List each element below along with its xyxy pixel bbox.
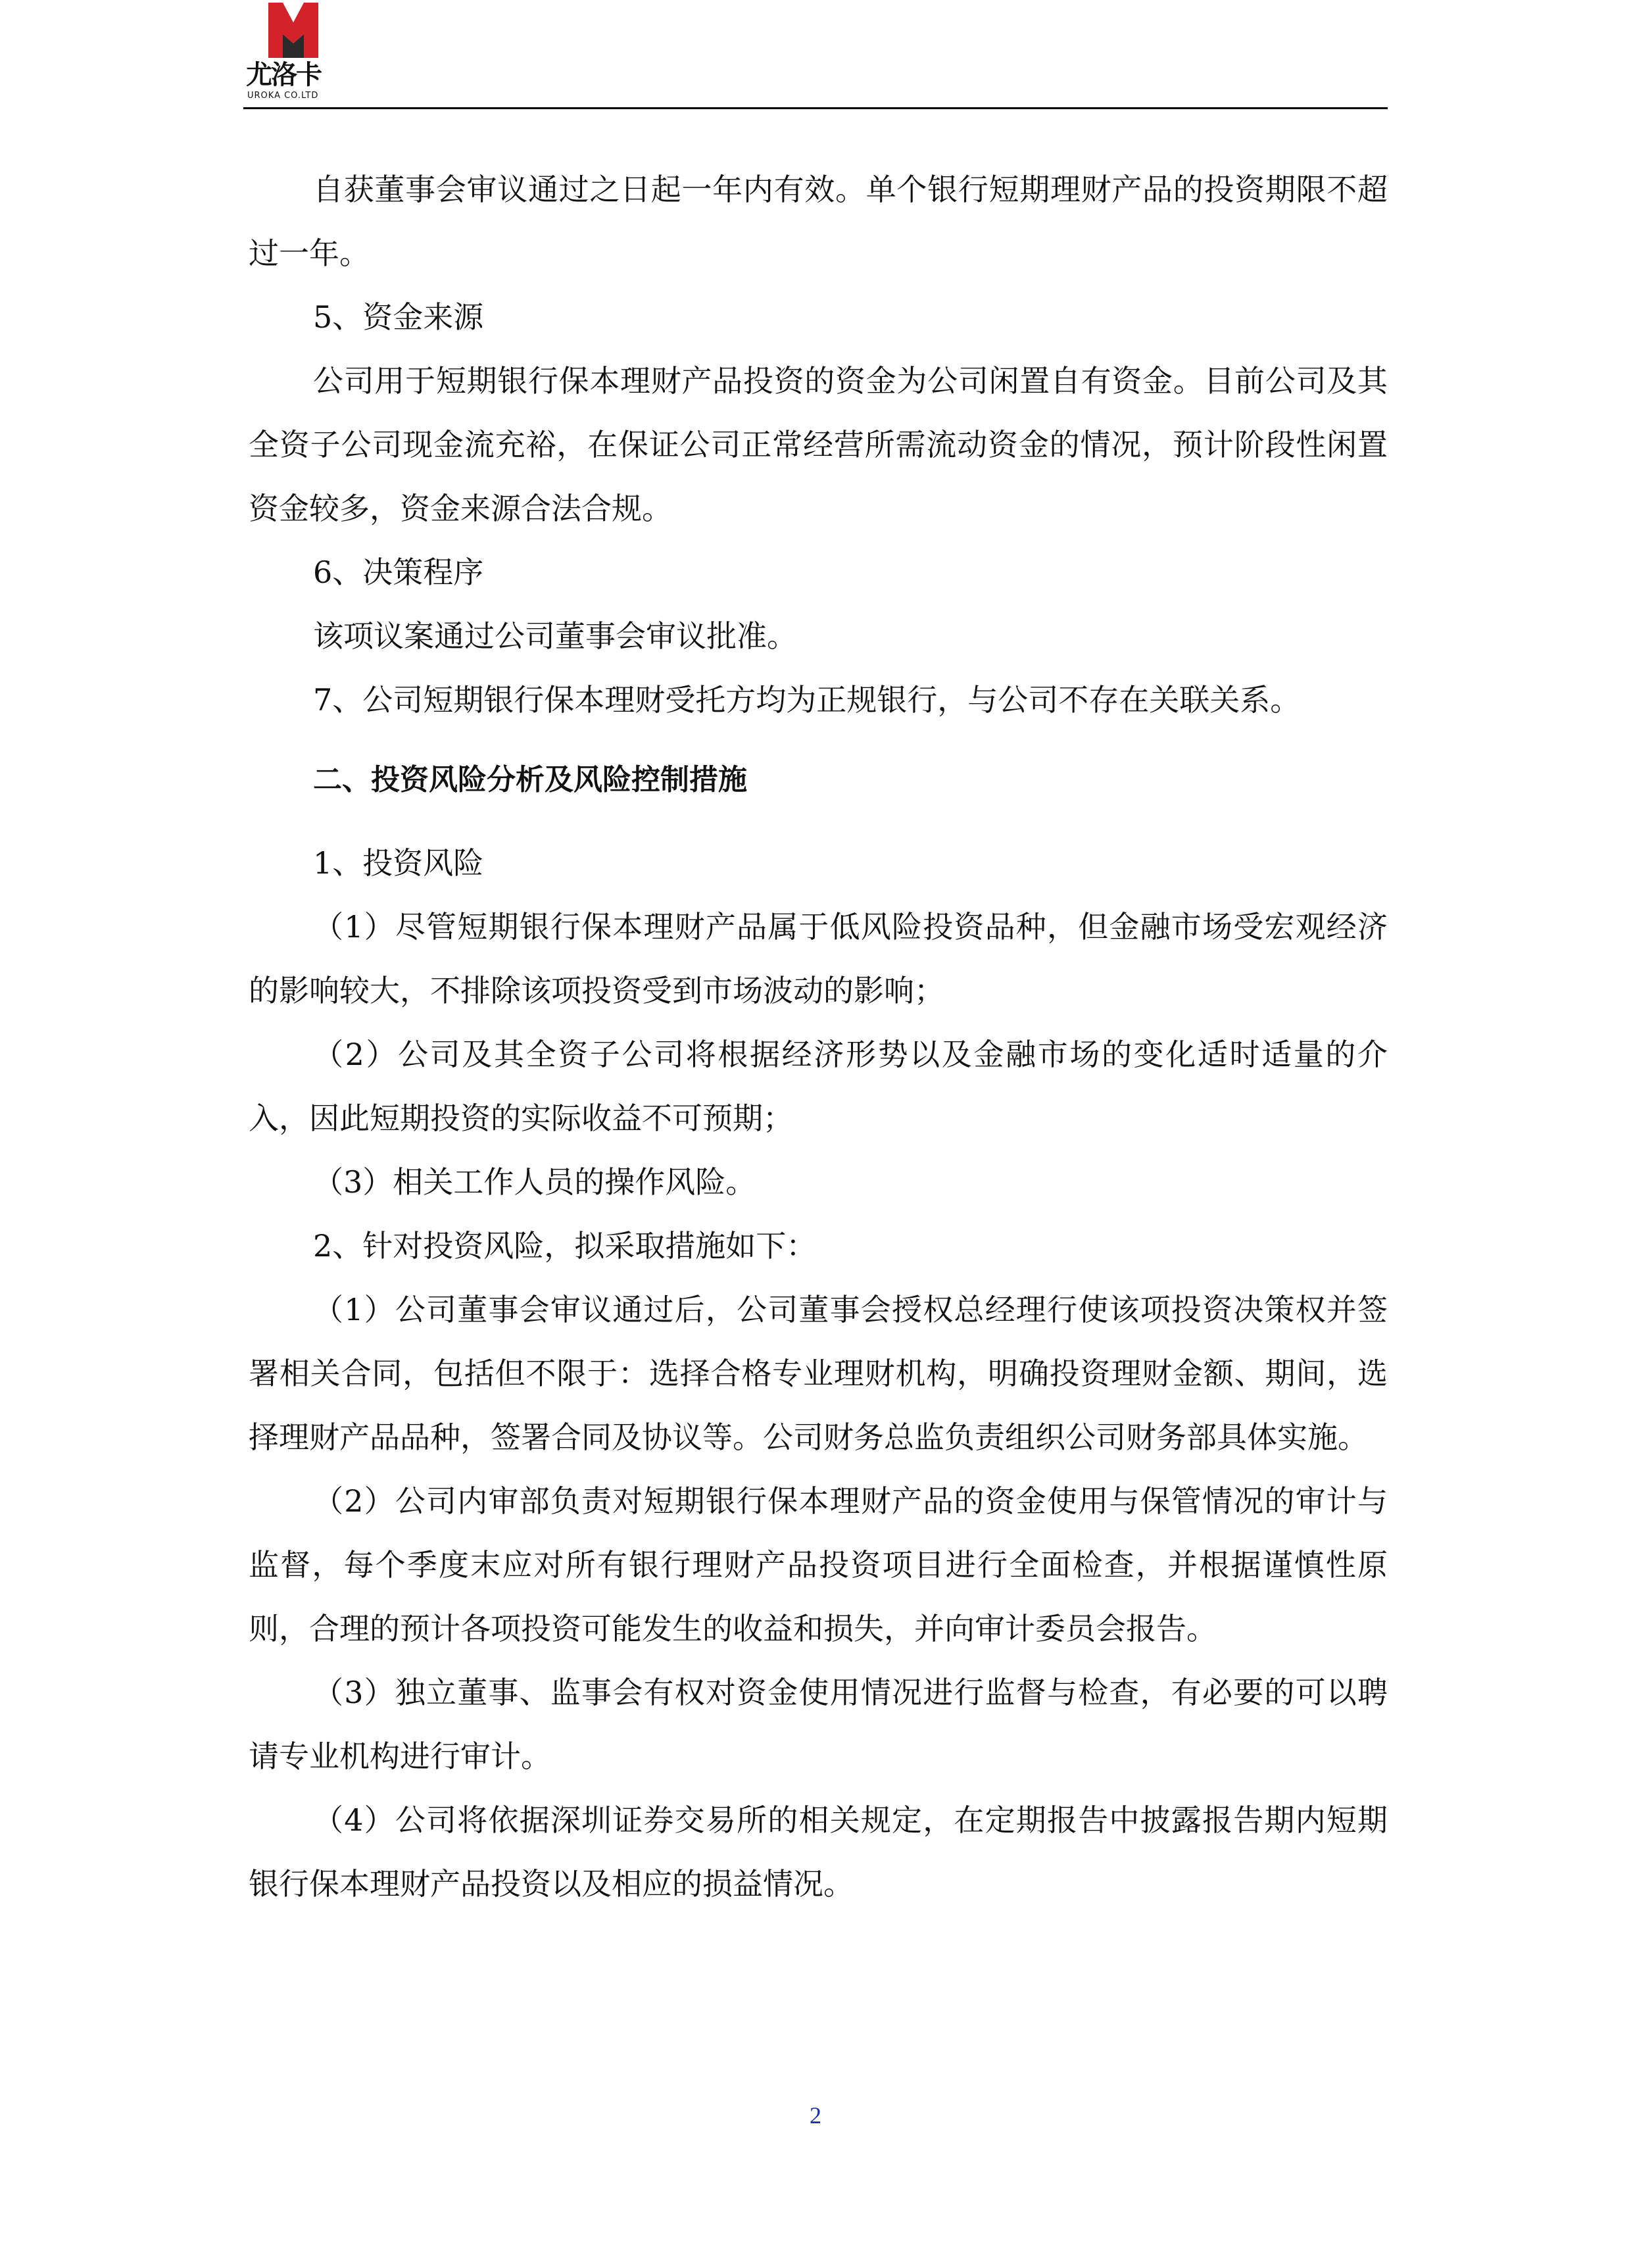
- header-divider: [243, 107, 1388, 109]
- page-number: 2: [810, 2102, 821, 2129]
- company-logo: [242, 0, 347, 105]
- paragraph: （3）独立董事、监事会有权对资金使用情况进行监督与检查，有必要的可以聘请专业机构进行审计。: [249, 1675, 1388, 1774]
- logo-chinese-name: 尤洛卡: [246, 60, 321, 90]
- paragraph: 公司用于短期银行保本理财产品投资的资金为公司闲置自有资金。目前公司及其全资子公司现金流充裕，在保证公司正常经营所需流动资金的情况，预计阶段性闲置资金较多，资金来源合法合规。: [249, 363, 1388, 526]
- paragraph: 6、决策程序: [313, 555, 484, 590]
- paragraph: 1、投资风险: [313, 845, 484, 881]
- logo-mark-icon: [268, 3, 318, 58]
- section-heading: 二、投资风险分析及风险控制措施: [313, 763, 747, 797]
- paragraph: （3）相关工作人员的操作风险。: [313, 1164, 756, 1200]
- paragraph: （4）公司将依据深圳证券交易所的相关规定，在定期报告中披露报告期内短期银行保本理财产品投资以及相应的损益情况。: [249, 1802, 1388, 1902]
- paragraph: 自获董事会审议通过之日起一年内有效。单个银行短期理财产品的投资期限不超过一年。: [249, 172, 1388, 271]
- paragraph: （1）公司董事会审议通过后，公司董事会授权总经理行使该项投资决策权并签署相关合同，包括但不限于：选择合格专业理财机构，明确投资理财金额、期间，选择理财产品品种，签署合同及协议等。公司财务总监负责组织公司财务部具体实施。: [249, 1292, 1388, 1455]
- document-body: [249, 158, 1388, 1916]
- logo-english-name: UROKA CO.LTD: [247, 91, 319, 101]
- paragraph: 7、公司短期银行保本理财受托方均为正规银行，与公司不存在关联关系。: [313, 682, 1301, 718]
- paragraph: （2）公司及其全资子公司将根据经济形势以及金融市场的变化适时适量的介入，因此短期投资的实际收益不可预期；: [249, 1037, 1388, 1136]
- paragraph: （2）公司内审部负责对短期银行保本理财产品的资金使用与保管情况的审计与监督，每个季度末应对所有银行理财产品投资项目进行全面检查，并根据谨慎性原则，合理的预计各项投资可能发生的收益和损失，并向审计委员会报告。: [249, 1483, 1388, 1646]
- paragraph: （1）尽管短期银行保本理财产品属于低风险投资品种，但金融市场受宏观经济的影响较大，不排除该项投资受到市场波动的影响；: [249, 909, 1388, 1008]
- paragraph: 2、针对投资风险，拟采取措施如下：: [313, 1228, 817, 1264]
- paragraph: 该项议案通过公司董事会审议批准。: [313, 618, 797, 654]
- paragraph: 5、资金来源: [313, 299, 484, 335]
